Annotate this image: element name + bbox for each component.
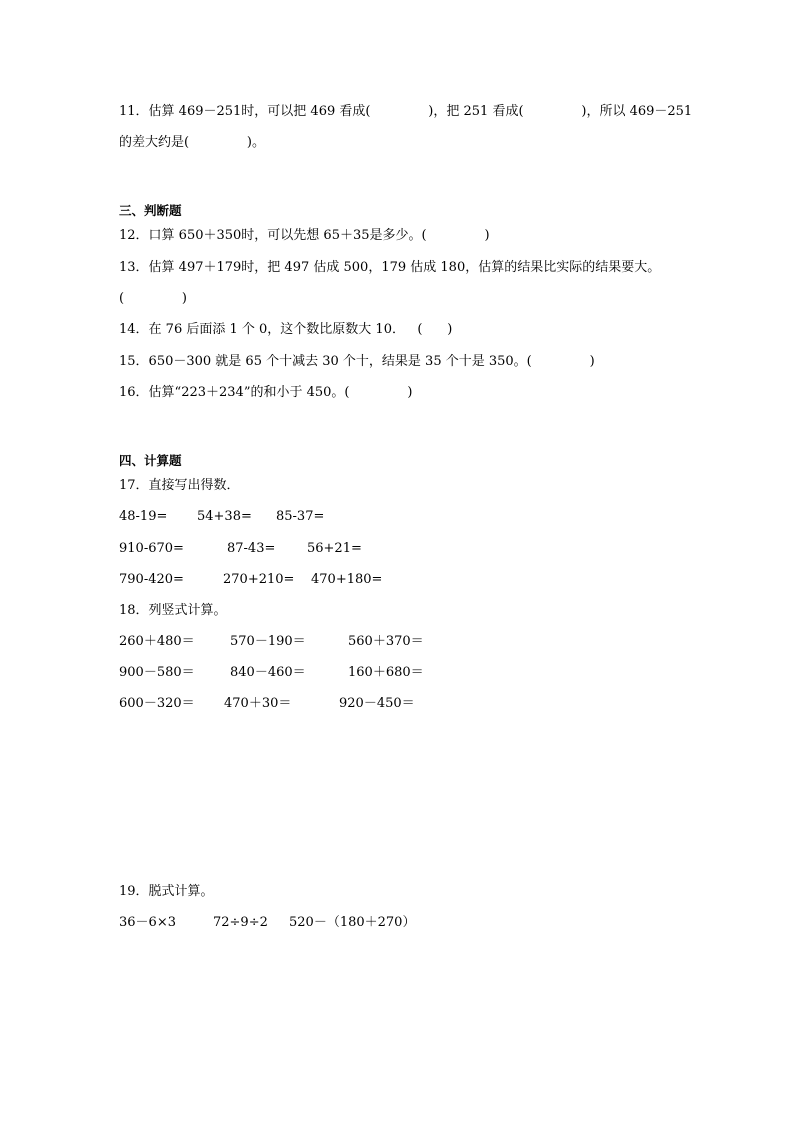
q18-item: 840－460＝ [230, 665, 306, 680]
q18-item: 920－450＝ [339, 696, 415, 711]
q11-line-1: 11．估算 469－251时，可以把 469 看成( )，把 251 看成( )，所以 469－251 [119, 104, 693, 119]
q18-item: 470＋30＝ [224, 696, 292, 711]
q17-item: 790-420= [119, 572, 184, 587]
q18-item: 600－320＝ [119, 696, 195, 711]
q18-item: 570－190＝ [230, 634, 306, 649]
q13-line-2: ( ) [119, 291, 187, 306]
q18-title: 18．列竖式计算。 [119, 603, 227, 618]
q17-item: 54+38= [197, 509, 252, 524]
q19-item: 520－（180＋270） [289, 915, 416, 930]
q17-item: 48-19= [119, 509, 168, 524]
q13-line-1: 13．估算 497＋179时，把 497 估成 500，179 估成 180，估算的结果比实际的结果要大。 [119, 260, 661, 275]
q17-item: 910-670= [119, 541, 184, 556]
q17-item: 470+180= [311, 572, 383, 587]
q17-title: 17．直接写出得数． [119, 478, 240, 493]
q19-item: 36－6×3 [119, 915, 176, 930]
q16: 16．估算“223＋234”的和小于 450。( ) [119, 385, 413, 400]
q17-item: 56+21= [307, 541, 362, 556]
q12: 12．口算 650＋350时，可以先想 65＋35是多少。( ) [119, 228, 490, 243]
q15: 15．650－300 就是 65 个十减去 30 个十，结果是 35 个十是 350。( ) [119, 354, 595, 369]
q14: 14．在 76 后面添 1 个 0，这个数比原数大 10． ( ) [119, 322, 453, 337]
q18-item: 160＋680＝ [348, 665, 424, 680]
section-title: 三、判断题 [119, 203, 182, 218]
q19-title: 19．脱式计算。 [119, 884, 214, 899]
q17-item: 85-37= [276, 509, 325, 524]
section-title: 四、计算题 [119, 453, 182, 468]
q18-item: 900－580＝ [119, 665, 195, 680]
q18-item: 260＋480＝ [119, 634, 195, 649]
q17-item: 87-43= [227, 541, 276, 556]
q19-item: 72÷9÷2 [213, 915, 268, 930]
q17-item: 270+210= [223, 572, 295, 587]
q18-item: 560＋370＝ [348, 634, 424, 649]
q11-line-2: 的差大约是( )。 [119, 135, 265, 150]
